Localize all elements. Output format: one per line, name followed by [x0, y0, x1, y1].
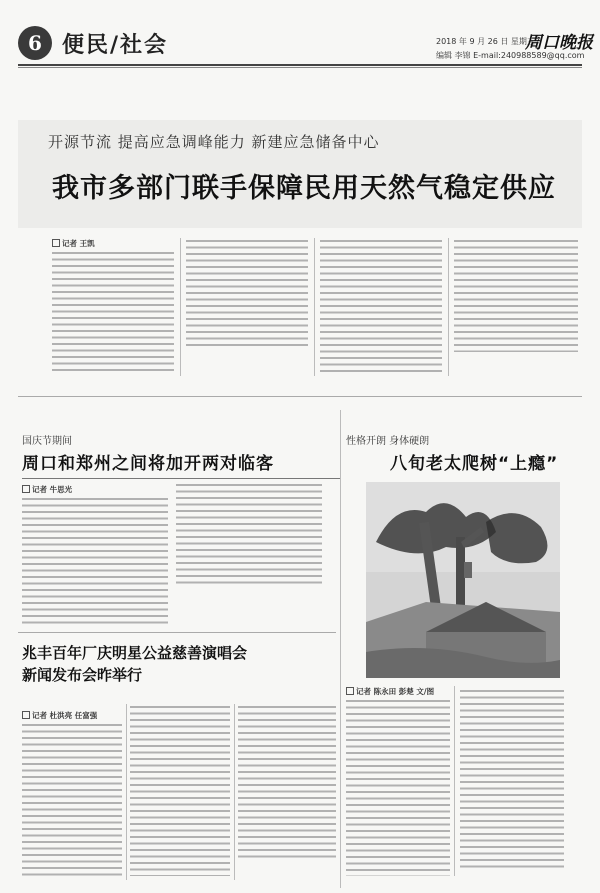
main-article-byline: 记者 王凯	[52, 238, 95, 249]
column-divider	[314, 238, 315, 376]
main-article-column-1	[52, 252, 174, 372]
tree-article-kicker: 性格开朗 身体硬朗	[346, 436, 430, 447]
train-article-column-2	[176, 484, 322, 588]
concert-article-headline-line-1: 兆丰百年厂庆明星公益慈善演唱会	[22, 644, 248, 662]
header-rule-thin	[18, 67, 582, 68]
section-divider	[18, 632, 336, 633]
main-article-column-3	[320, 240, 442, 372]
headline-rule	[22, 478, 340, 479]
concert-article-headline-line-2: 新闻发布会昨举行	[22, 666, 143, 684]
train-article-headline: 周口和郑州之间将加开两对临客	[22, 454, 274, 474]
main-article-column-2	[186, 240, 308, 348]
tree-article-headline: 八旬老太爬树“上瘾”	[390, 454, 559, 474]
concert-article-column-2	[130, 706, 230, 876]
section-title: 便民/社会	[62, 33, 169, 58]
section-divider	[18, 396, 582, 397]
column-divider	[454, 686, 455, 876]
train-article-byline: 记者 牛思光	[22, 484, 72, 495]
tree-climbing-photo	[366, 482, 560, 678]
tree-photo-illustration	[366, 482, 560, 678]
column-divider	[234, 704, 235, 880]
column-divider	[448, 238, 449, 376]
main-article-kicker: 开源节流 提高应急调峰能力 新建应急储备中心	[48, 133, 380, 151]
main-article-headline: 我市多部门联手保障民用天然气稳定供应	[52, 173, 556, 204]
column-divider	[180, 238, 181, 376]
tree-article-column-2	[460, 690, 564, 870]
train-article-column-1	[22, 498, 168, 624]
vertical-section-divider	[340, 410, 341, 888]
header-rule	[18, 64, 582, 66]
concert-article-byline: 记者 杜洪亮 任富强	[22, 710, 97, 721]
page-number-badge: 6	[18, 26, 52, 60]
concert-article-column-3	[238, 706, 336, 860]
concert-article-column-1	[22, 724, 122, 876]
train-article-kicker: 国庆节期间	[22, 436, 72, 447]
main-article-column-4	[454, 240, 578, 352]
column-divider	[126, 704, 127, 880]
editor-line: 编辑 李锦 E-mail:240988589@qq.com	[436, 51, 585, 60]
date-line: 2018 年 9 月 26 日 星期三	[436, 37, 535, 46]
newspaper-logo: 周口晚报	[525, 33, 593, 53]
tree-article-byline: 记者 陈永田 彭楚 文/图	[346, 686, 434, 697]
tree-article-column-1	[346, 700, 450, 876]
